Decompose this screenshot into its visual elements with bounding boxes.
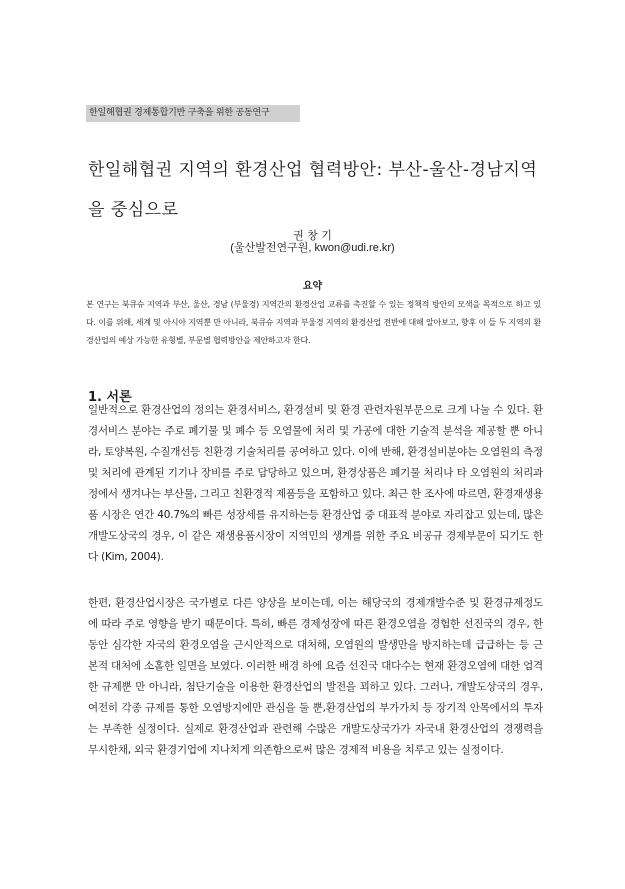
series-banner: 한일해협권 경제통합기반 구축을 위한 공동연구 xyxy=(86,105,300,122)
section-heading: 1. 서론 xyxy=(88,390,132,405)
body-paragraph-2: 한편, 환경산업시장은 국가별로 다른 양상을 보이는데, 이는 해당국의 경제개발수준 및 환경규제정도에 따라 주로 영향을 받기 때문이다. 특히, 빠른 경제성장에 따른 환경오염을 경험한 선진국의 경우, 한동안 심각한 자국의 환경오염을 근시안적으로 대처해, 오염원의 발생만을 방지하는데 급급하는 등 근본적 대처에 소홀한 일면을 보였다. 이러한 배경 하에 요즘 선진국 대다수는 현재 환경오염에 대한 엄격한 규제뿐 만 아니라, 첨단기술을 이용한 환경산업의 발전을 꾀하고 있다. 그러나, 개발도상국의 경우, 여전히 각종 규제를 통한 오염방지에만 관심을 둘 뿐,환경산업의 부가가치 등 장기적 안목에서의 투자는 부족한 실정이다. 실제로 환경산업과 관련해 수많은 개발도상국가가 자국내 환경산업의 경쟁력을 무시한채, 외국 환경기업에 지나치게 의존함으로써 많은 경제적 비용을 치루고 있는 실정이다. xyxy=(88,597,543,756)
author-name: 권 창 기 xyxy=(293,229,332,242)
author-affiliation: (울산발전연구원, kwon@udi.re.kr) xyxy=(230,242,395,254)
paper-title: 한일해협권 지역의 환경산업 협력방안: 부산-울산-경남지역을 중심으로 xyxy=(88,160,538,220)
abstract-heading: 요약 xyxy=(302,281,323,292)
abstract-text: 본 연구는 북큐슈 지역과 부산, 울산, 경남 (부울경) 지역간의 환경산업 교류를 촉진할 수 있는 정책적 방안의 모색을 목적으로 하고 있다. 이를 위해, 세계 및 아시아 지역뿐 만 아니라, 북큐슈 지역과 부울경 지역의 환경산업 전반에 대해 알아보고, 향후 이 들 두 지역의 환경산업의 예상 가능한 유형별, 부문별 협력방안을 제안하고자 한다. xyxy=(86,300,541,345)
body-paragraph-1: 일반적으로 환경산업의 정의는 환경서비스, 환경설비 및 환경 관련자원부문으로 크게 나눌 수 있다. 환경서비스 분야는 주로 폐기물 및 폐수 등 오염물에 처리 및 가공에 대한 기술적 분석을 제공할 뿐 아니라, 토양복원, 수질개선등 친환경 기술처리를 공여하고 있다. 이에 반해, 환경설비분야는 오염원의 측정 및 처리에 관계된 기기나 장비를 주로 담당하고 있으며, 환경상품은 폐기물 처리나 타 오염원의 처리과정에서 생겨나는 부산물, 그리고 친환경적 제품등을 포함하고 있다. 최근 한 조사에 따르면, 환경재생용품 시장은 연간 40.7%의 빠른 성장세를 유지하는등 환경산업 중 대표적 분야로 자리잡고 있는데, 많은 개발도상국의 경우, 이 같은 재생용품시장이 지역민의 생계를 위한 주요 비공규 경제부문이 되기도 한다 (Kim, 2004). xyxy=(88,404,543,563)
